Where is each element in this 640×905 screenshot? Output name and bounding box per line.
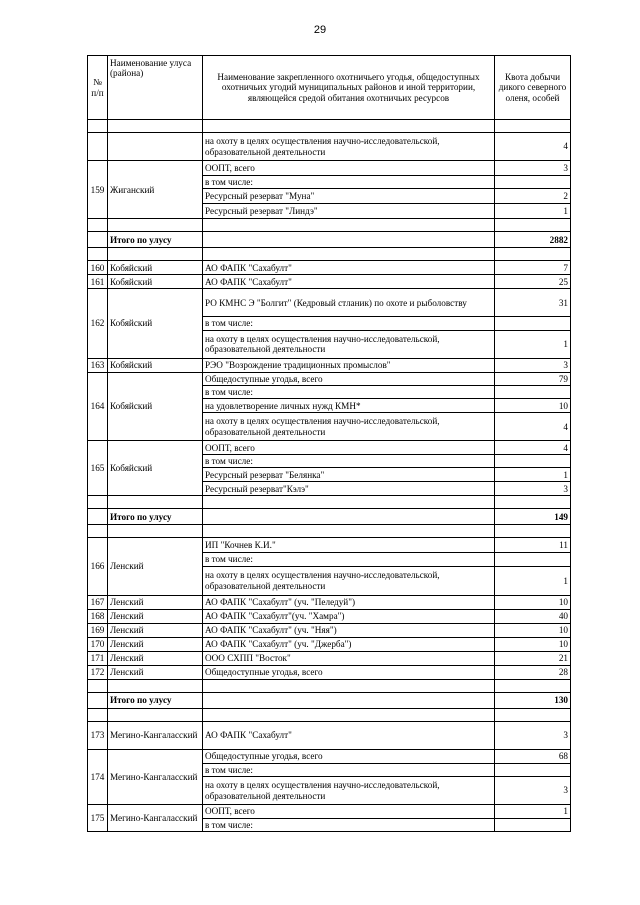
spacer-row — [88, 120, 571, 133]
quota-value: 10 — [495, 399, 571, 413]
cell-num — [88, 120, 108, 133]
row-number: 174 — [88, 749, 108, 804]
table-row — [88, 289, 571, 317]
cell-area — [203, 525, 495, 538]
quota-value: 11 — [495, 538, 571, 553]
area-name: в том числе: — [203, 176, 495, 189]
total-row — [88, 692, 571, 708]
cell-num — [88, 133, 108, 161]
table-row — [88, 161, 571, 176]
cell-quota — [495, 219, 571, 232]
district-name: Ленский — [108, 595, 203, 609]
area-name: Ресурсный резерват "Белянка" — [203, 468, 495, 482]
area-name: АО ФАПК "Сахабулт" (уч. "Няя") — [203, 623, 495, 637]
cell-area — [203, 219, 495, 232]
table-row — [88, 538, 571, 553]
area-name: ООО СХПП "Восток" — [203, 651, 495, 665]
quota-value — [495, 176, 571, 189]
area-name: Общедоступные угодья, всего — [203, 665, 495, 679]
table-row — [88, 637, 571, 651]
spacer-row — [88, 219, 571, 232]
cell-num — [88, 708, 108, 721]
district-name: Кобяйский — [108, 358, 203, 372]
district-name: Ленский — [108, 665, 203, 679]
row-number: 172 — [88, 665, 108, 679]
area-name: на охоту в целях осуществления научно-исследовательской, образовательной деятельности — [203, 566, 495, 595]
table-row — [88, 261, 571, 275]
quota-value — [495, 317, 571, 330]
cell-district — [108, 248, 203, 261]
cell-area — [203, 496, 495, 509]
row-number: 164 — [88, 372, 108, 441]
district-name: Кобяйский — [108, 289, 203, 358]
header-area: Наименование закрепленного охотничьего угодья, общедоступных охотничьих угодий муниципальных районов и иной территории, являющейся средой обитания охотничьих ресурсов — [203, 56, 495, 120]
area-name: Ресурсный резерват "Муна" — [203, 189, 495, 204]
row-number: 167 — [88, 595, 108, 609]
quota-value: 3 — [495, 777, 571, 805]
area-name: на удовлетворение личных нужд КМН* — [203, 399, 495, 413]
table-row — [88, 609, 571, 623]
cell-quota — [495, 248, 571, 261]
area-name: АО ФАПК "Сахабулт"(уч. "Хамра") — [203, 609, 495, 623]
cell-quota — [495, 708, 571, 721]
row-number: 163 — [88, 358, 108, 372]
total-row — [88, 509, 571, 525]
spacer-row — [88, 708, 571, 721]
table-row — [88, 372, 571, 385]
row-number: 175 — [88, 805, 108, 832]
quota-value: 25 — [495, 275, 571, 289]
row-number: 166 — [88, 538, 108, 595]
quota-value: 28 — [495, 665, 571, 679]
area-name: Ресурсный резерват"Кэлэ" — [203, 482, 495, 496]
table-row — [88, 623, 571, 637]
area-name: АО ФАПК "Сахабулт" — [203, 261, 495, 275]
header-district: Наименование улуса (района) — [108, 56, 203, 120]
total-value: 149 — [495, 509, 571, 525]
area-name: РЭО "Возрождение традиционных промыслов" — [203, 358, 495, 372]
table-row — [88, 805, 571, 819]
district-name: Ленский — [108, 538, 203, 595]
row-number: 165 — [88, 441, 108, 496]
row-number: 170 — [88, 637, 108, 651]
cell-num — [88, 692, 108, 708]
quota-value: 4 — [495, 441, 571, 455]
cell-district — [108, 120, 203, 133]
cell-area — [203, 708, 495, 721]
total-label: Итого по улусу — [108, 692, 203, 708]
quota-value — [495, 455, 571, 468]
district-name: Мегино-Кангаласский — [108, 805, 203, 832]
table-row — [88, 275, 571, 289]
cell-area — [203, 692, 495, 708]
area-name: на охоту в целях осуществления научно-исследовательской, образовательной деятельности — [203, 777, 495, 805]
quota-table — [87, 55, 571, 832]
table-row — [88, 595, 571, 609]
quota-value: 1 — [495, 468, 571, 482]
area-name: РО КМНС Э "Болгит" (Кедровый стланик) по охоте и рыболовству — [203, 289, 495, 317]
district-name: Ленский — [108, 637, 203, 651]
quota-value: 21 — [495, 651, 571, 665]
table-row — [88, 665, 571, 679]
quota-value: 3 — [495, 721, 571, 749]
area-name: Общедоступные угодья, всего — [203, 372, 495, 385]
table-row — [88, 133, 571, 161]
cell-num — [88, 679, 108, 692]
cell-district — [108, 133, 203, 161]
district-name: Ленский — [108, 623, 203, 637]
quota-value: 4 — [495, 133, 571, 161]
row-number: 173 — [88, 721, 108, 749]
row-number: 162 — [88, 289, 108, 358]
cell-num — [88, 248, 108, 261]
district-name: Мегино-Кангаласский — [108, 721, 203, 749]
cell-area — [203, 120, 495, 133]
table-row — [88, 721, 571, 749]
table-row — [88, 749, 571, 763]
cell-num — [88, 509, 108, 525]
quota-value: 40 — [495, 609, 571, 623]
cell-district — [108, 219, 203, 232]
cell-area — [203, 232, 495, 248]
cell-num — [88, 525, 108, 538]
cell-area — [203, 679, 495, 692]
area-name: Ресурсный резерват "Линдэ" — [203, 204, 495, 219]
district-name: Кобяйский — [108, 275, 203, 289]
cell-num — [88, 219, 108, 232]
quota-value: 1 — [495, 805, 571, 819]
header-num: № п/п — [88, 56, 108, 120]
quota-value: 31 — [495, 289, 571, 317]
area-name: в том числе: — [203, 819, 495, 832]
row-number: 168 — [88, 609, 108, 623]
area-name: в том числе: — [203, 385, 495, 398]
quota-value: 1 — [495, 204, 571, 219]
cell-district — [108, 496, 203, 509]
district-name: Ленский — [108, 609, 203, 623]
quota-value — [495, 763, 571, 776]
total-value: 130 — [495, 692, 571, 708]
area-name: АО ФАПК "Сахабулт" (уч. "Джерба") — [203, 637, 495, 651]
cell-num — [88, 496, 108, 509]
quota-value: 4 — [495, 413, 571, 441]
quota-value: 7 — [495, 261, 571, 275]
district-name: Мегино-Кангаласский — [108, 749, 203, 804]
cell-quota — [495, 496, 571, 509]
area-name: АО ФАПК "Сахабулт" — [203, 721, 495, 749]
cell-quota — [495, 525, 571, 538]
total-row — [88, 232, 571, 248]
quota-value: 1 — [495, 566, 571, 595]
area-name: ИП "Кочнев К.И." — [203, 538, 495, 553]
district-name: Жиганский — [108, 161, 203, 219]
quota-value: 1 — [495, 330, 571, 358]
spacer-row — [88, 496, 571, 509]
cell-district — [108, 708, 203, 721]
cell-quota — [495, 679, 571, 692]
row-number: 159 — [88, 161, 108, 219]
area-name: в том числе: — [203, 455, 495, 468]
quota-value: 3 — [495, 161, 571, 176]
quota-value — [495, 553, 571, 566]
district-name: Кобяйский — [108, 372, 203, 441]
row-number: 160 — [88, 261, 108, 275]
table-body — [88, 120, 571, 832]
cell-area — [203, 509, 495, 525]
cell-area — [203, 248, 495, 261]
spacer-row — [88, 679, 571, 692]
area-name: в том числе: — [203, 763, 495, 776]
area-name: на охоту в целях осуществления научно-исследовательской, образовательной деятельности — [203, 133, 495, 161]
area-name: ООПТ, всего — [203, 805, 495, 819]
quota-value: 10 — [495, 595, 571, 609]
area-name: на охоту в целях осуществления научно-исследовательской, образовательной деятельности — [203, 330, 495, 358]
area-name: в том числе: — [203, 553, 495, 566]
quota-value: 2 — [495, 189, 571, 204]
quota-value: 10 — [495, 623, 571, 637]
cell-district — [108, 525, 203, 538]
spacer-row — [88, 525, 571, 538]
table-row — [88, 651, 571, 665]
table-row — [88, 358, 571, 372]
total-label: Итого по улусу — [108, 232, 203, 248]
table-row — [88, 441, 571, 455]
total-label: Итого по улусу — [108, 509, 203, 525]
cell-quota — [495, 120, 571, 133]
quota-value: 3 — [495, 358, 571, 372]
row-number: 161 — [88, 275, 108, 289]
total-value: 2882 — [495, 232, 571, 248]
row-number: 171 — [88, 651, 108, 665]
district-name: Кобяйский — [108, 441, 203, 496]
quota-value: 79 — [495, 372, 571, 385]
quota-value: 68 — [495, 749, 571, 763]
quota-value: 3 — [495, 482, 571, 496]
area-name: ООПТ, всего — [203, 441, 495, 455]
district-name: Кобяйский — [108, 261, 203, 275]
area-name: на охоту в целях осуществления научно-исследовательской, образовательной деятельности — [203, 413, 495, 441]
area-name: ООПТ, всего — [203, 161, 495, 176]
cell-district — [108, 679, 203, 692]
row-number: 169 — [88, 623, 108, 637]
quota-value — [495, 385, 571, 398]
header-quota: Квота добычи дикого северного оленя, особей — [495, 56, 571, 120]
area-name: АО ФАПК "Сахабулт" — [203, 275, 495, 289]
quota-value: 10 — [495, 637, 571, 651]
page-number: 29 — [313, 24, 327, 36]
area-name: в том числе: — [203, 317, 495, 330]
cell-num — [88, 232, 108, 248]
area-name: АО ФАПК "Сахабулт" (уч. "Пеледуй") — [203, 595, 495, 609]
quota-value — [495, 819, 571, 832]
spacer-row — [88, 248, 571, 261]
table-header-row — [88, 56, 571, 120]
area-name: Общедоступные угодья, всего — [203, 749, 495, 763]
district-name: Ленский — [108, 651, 203, 665]
